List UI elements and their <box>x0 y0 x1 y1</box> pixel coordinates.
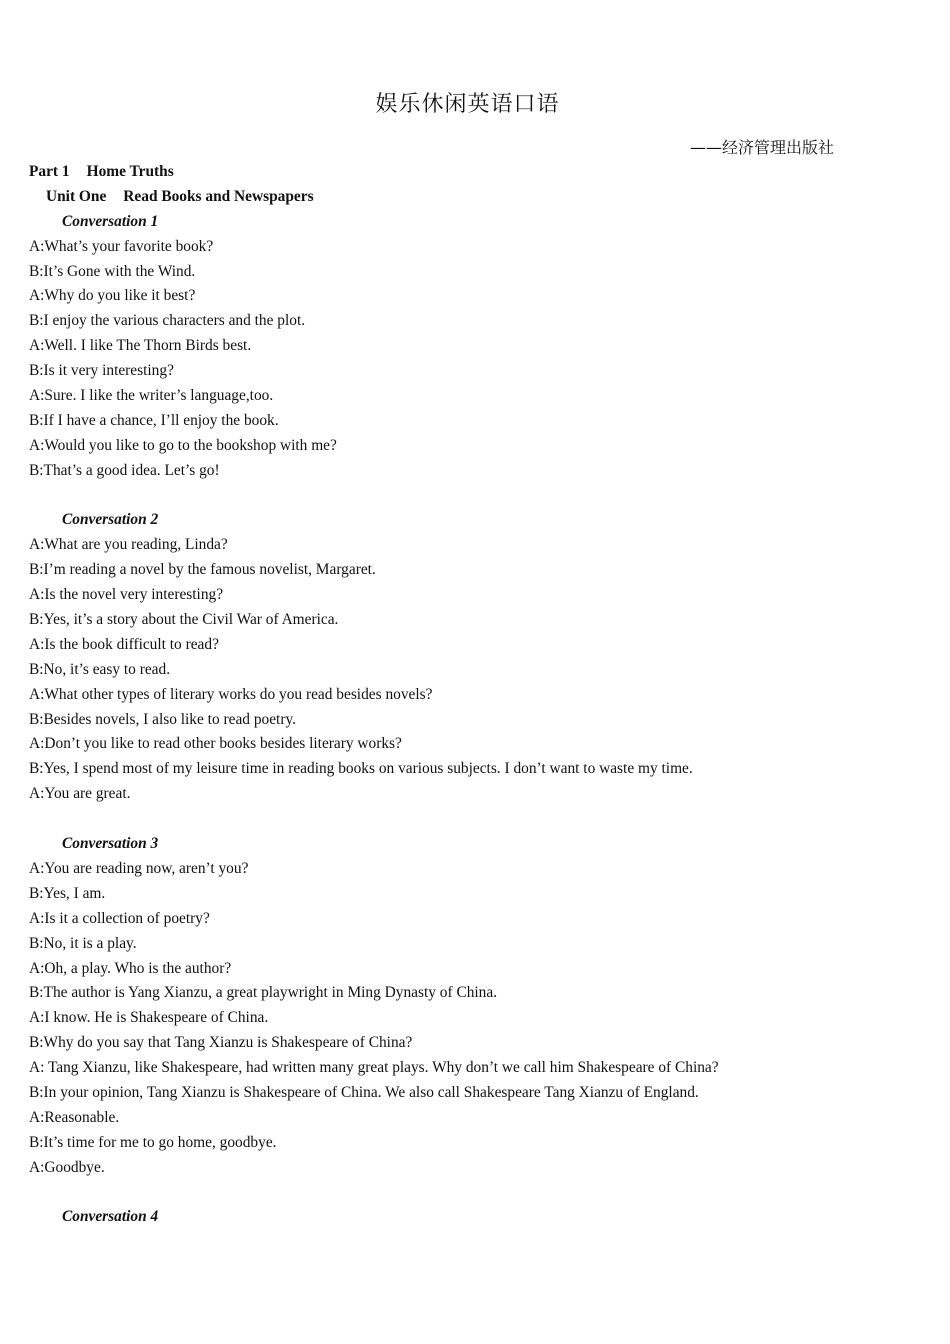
conversation-heading: Conversation 1 <box>62 212 159 230</box>
part-heading <box>29 160 909 185</box>
dialogue-line: A:Is the book difficult to read? <box>29 635 219 653</box>
dialogue-line: B:Yes, I spend most of my leisure time in reading books on various subjects. I don’t want to waste my time. <box>29 760 693 778</box>
dialogue-line: A:Goodbye. <box>29 1158 105 1176</box>
dialogue-line: B:No, it’s easy to read. <box>29 660 171 678</box>
dialogue-line: B:Yes, I am. <box>29 884 106 902</box>
dialogue-line: A:What’s your favorite book? <box>29 237 214 255</box>
document-body <box>29 160 909 1230</box>
dialogue-line: A:Don’t you like to read other books besides literary works? <box>29 735 402 753</box>
dialogue-line: A:Is the novel very interesting? <box>29 586 224 604</box>
dialogue-line: A:Well. I like The Thorn Birds best. <box>29 337 252 355</box>
part-name: Home Truths <box>86 163 174 180</box>
dialogue-line: A:Would you like to go to the bookshop with me? <box>29 436 337 454</box>
dialogue-line: A: Tang Xianzu, like Shakespeare, had written many great plays. Why don’t we call him Shakespeare of China? <box>29 1059 719 1077</box>
dialogue-line: A:Sure. I like the writer’s language,too. <box>29 387 274 405</box>
unit-number: Unit One <box>46 187 107 205</box>
conversation-heading: Conversation 3 <box>62 835 159 853</box>
spacer <box>29 1181 909 1206</box>
dialogue-line: A:Reasonable. <box>29 1108 120 1126</box>
dialogue-line: B:I enjoy the various characters and the plot. <box>29 312 306 330</box>
dialogue-line: B:If I have a chance, I’ll enjoy the book. <box>29 411 279 429</box>
spacer <box>29 484 909 509</box>
dialogue-line: B:It’s time for me to go home, goodbye. <box>29 1133 277 1151</box>
unit-name: Read Books and Newspapers <box>123 187 314 205</box>
dialogue-line: A:You are great. <box>29 785 131 803</box>
dialogue-line: A:You are reading now, aren’t you? <box>29 859 249 877</box>
spacer <box>29 807 909 832</box>
dialogue-line: B:The author is Yang Xianzu, a great playwright in Ming Dynasty of China. <box>29 984 498 1002</box>
dialogue-line: B:No, it is a play. <box>29 934 137 952</box>
dialogue-line: A:What are you reading, Linda? <box>29 536 228 554</box>
dialogue-line: A:I know. He is Shakespeare of China. <box>29 1009 269 1027</box>
dialogue-line: A:Oh, a play. Who is the author? <box>29 959 232 977</box>
dialogue-line: B:It’s Gone with the Wind. <box>29 262 196 280</box>
dialogue-line: B:Yes, it’s a story about the Civil War of America. <box>29 611 339 629</box>
dialogue-line: A:Is it a collection of poetry? <box>29 909 210 927</box>
part-number: Part 1 <box>29 163 70 180</box>
conversation-heading: Conversation 2 <box>62 511 159 529</box>
dialogue-line: A:What other types of literary works do you read besides novels? <box>29 685 433 703</box>
dialogue-line: A:Why do you like it best? <box>29 287 196 305</box>
unit-heading <box>29 185 909 210</box>
conversation-heading: Conversation 4 <box>62 1208 159 1226</box>
dialogue-line: B:That’s a good idea. Let’s go! <box>29 461 220 479</box>
dialogue-line: B:I’m reading a novel by the famous novelist, Margaret. <box>29 561 376 579</box>
dialogue-line: B:Why do you say that Tang Xianzu is Shakespeare of China? <box>29 1034 413 1052</box>
publisher-credit: ——经济管理出版社 <box>689 138 834 157</box>
dialogue-line: B:Besides novels, I also like to read poetry. <box>29 710 296 728</box>
dialogue-line: B:Is it very interesting? <box>29 362 174 380</box>
document-title: 娱乐休闲英语口语 <box>375 92 560 117</box>
dialogue-line: B:In your opinion, Tang Xianzu is Shakespeare of China. We also call Shakespeare Tang Xianzu of England. <box>29 1083 699 1101</box>
